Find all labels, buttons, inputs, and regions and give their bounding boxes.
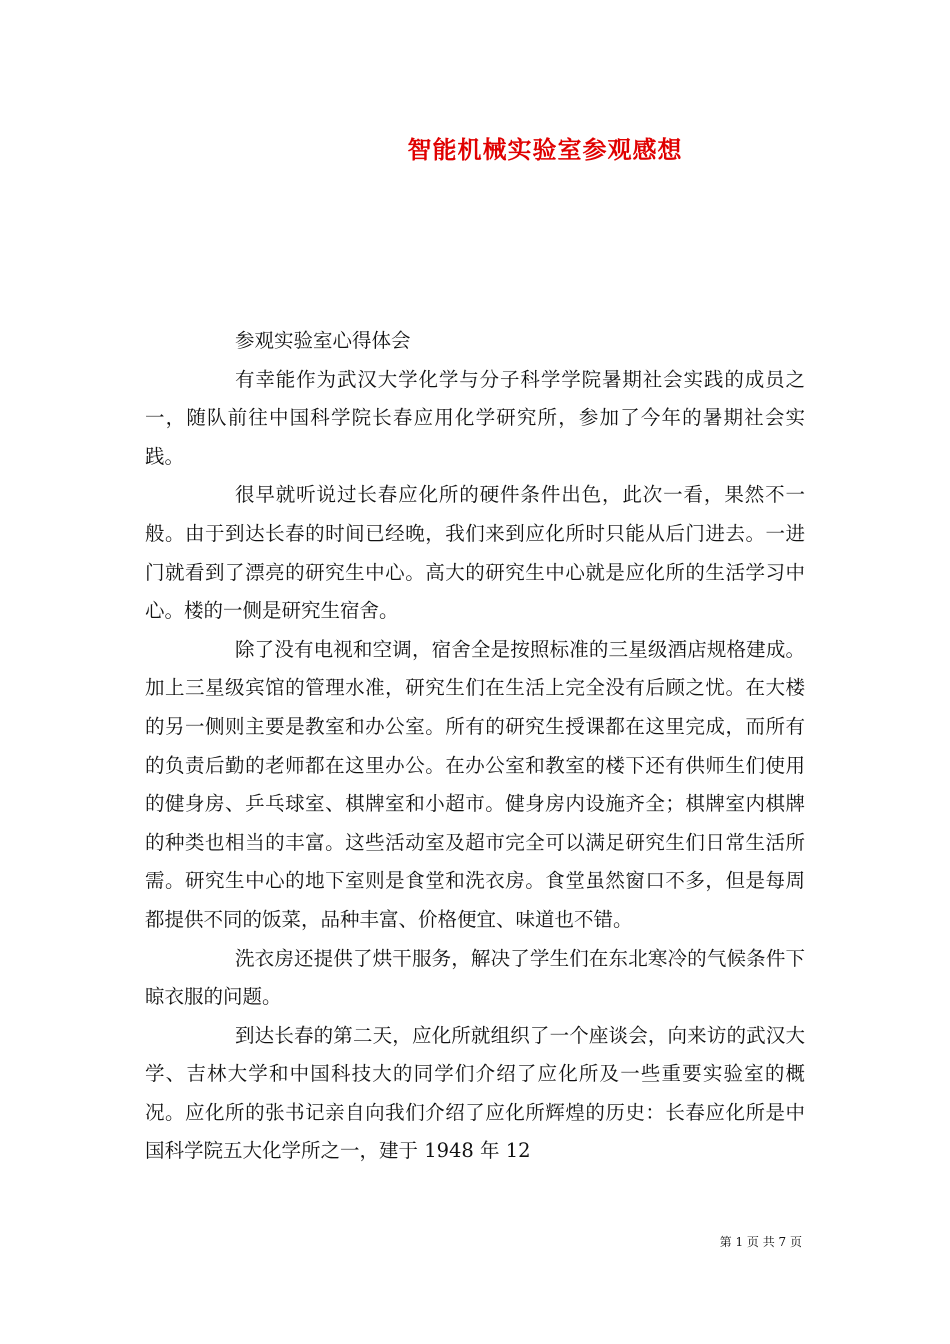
subheading: 参观实验室心得体会 [235, 329, 411, 352]
document-title: 智能机械实验室参观感想 [407, 135, 683, 164]
paragraph-3: 除了没有电视和空调，宿舍全是按照标准的三星级酒店规格建成。加上三星级宾馆的管理水准，研究生们在生活上完全没有后顾之忧。在大楼的另一侧则主要是教室和办公室。所有的研究生授课都在这里完成，而所有的负责后勤的老师都在这里办公。在办公室和教室的楼下还有供师生们使用的健身房、乒乓球室、棋牌室和小超市。健身房内设施齐全；棋牌室内棋牌的种类也相当的丰富。这些活动室及超市完全可以满足研究生们日常生活所需。研究生中心的地下室则是食堂和洗衣房。食堂虽然窗口不多，但是每周都提供不同的饭菜，品种丰富、价格便宜、味道也不错。 [145, 637, 805, 931]
document-body [145, 322, 805, 1171]
paragraph-5: 到达长春的第二天，应化所就组织了一个座谈会，向来访的武汉大学、吉林大学和中国科技大的同学们介绍了应化所及一些重要实验室的概况。应化所的张书记亲自向我们介绍了应化所辉煌的历史：长春应化所是中国科学院五大化学所之一，建于 1948 年 12 [145, 1023, 805, 1163]
paragraph-4: 洗衣房还提供了烘干服务，解决了学生们在东北寒冷的气候条件下晾衣服的问题。 [145, 946, 805, 1009]
page-number-footer: 第 1 页 共 7 页 [719, 1235, 802, 1249]
paragraph-2: 很早就听说过长春应化所的硬件条件出色，此次一看，果然不一般。由于到达长春的时间已经晚，我们来到应化所时只能从后门进去。一进门就看到了漂亮的研究生中心。高大的研究生中心就是应化所的生活学习中心。楼的一侧是研究生宿舍。 [145, 483, 805, 623]
paragraph-1: 有幸能作为武汉大学化学与分子科学学院暑期社会实践的成员之一，随队前往中国科学院长春应用化学研究所，参加了今年的暑期社会实践。 [145, 367, 805, 468]
